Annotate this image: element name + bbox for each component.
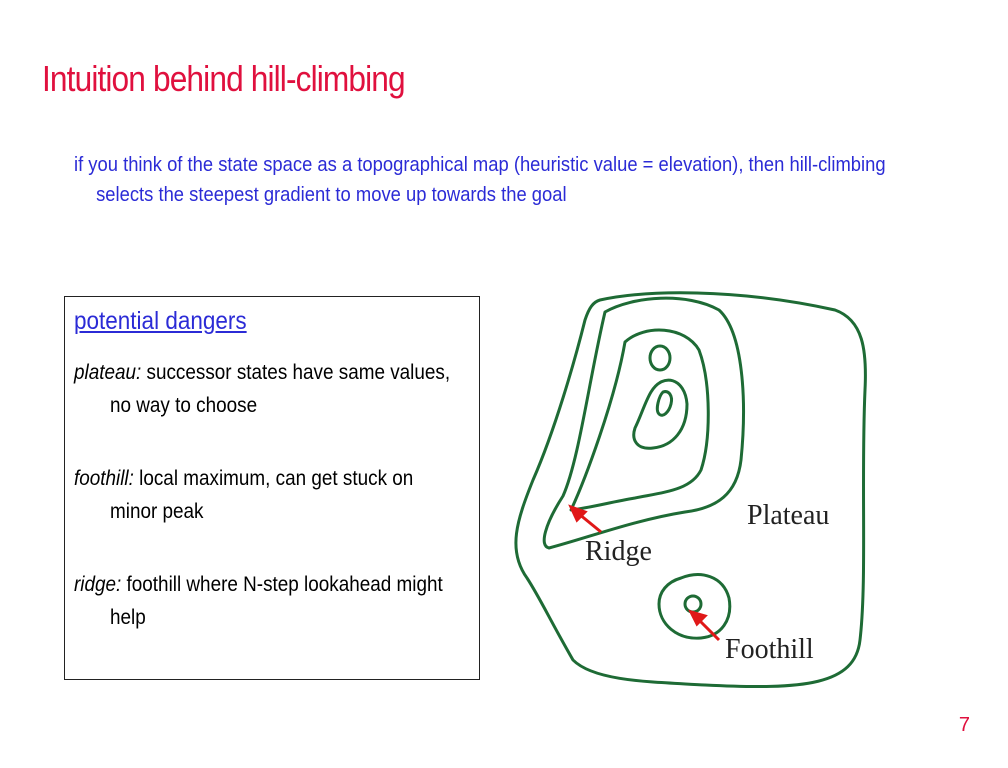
plateau-label: Plateau: [747, 500, 830, 531]
foothill-label: Foothill: [725, 634, 814, 665]
danger-term: plateau:: [74, 361, 142, 384]
intro-bullet: if you think of the state space as a topographical map (heuristic value = elevation), then hill-climbing selects the steepest gradient to move up towards the goal: [74, 154, 886, 206]
contour-foothill-outer: [659, 575, 730, 639]
contour-small-peak: [650, 346, 670, 370]
danger-term: foothill:: [74, 467, 134, 490]
contour-foothill-inner: [685, 596, 701, 612]
ridge-label: Ridge: [585, 536, 652, 567]
dangers-heading[interactable]: potential dangers: [74, 307, 247, 335]
page-number: 7: [958, 714, 970, 736]
danger-item-foothill: [74, 462, 461, 528]
danger-item-plateau: [74, 356, 461, 422]
danger-text: successor states have same values, no way to choose: [110, 361, 451, 417]
contour-ridge-summit: [657, 392, 671, 416]
topographic-map: [505, 280, 905, 700]
dangers-box: [64, 296, 480, 680]
danger-text: foothill where N-step lookahead might help: [110, 573, 443, 629]
slide-title: Intuition behind hill-climbing: [42, 58, 405, 99]
danger-term: ridge:: [74, 573, 122, 596]
contour-outer: [516, 293, 866, 687]
danger-text: local maximum, can get stuck on minor peak: [110, 467, 414, 523]
danger-item-ridge: [74, 568, 461, 634]
